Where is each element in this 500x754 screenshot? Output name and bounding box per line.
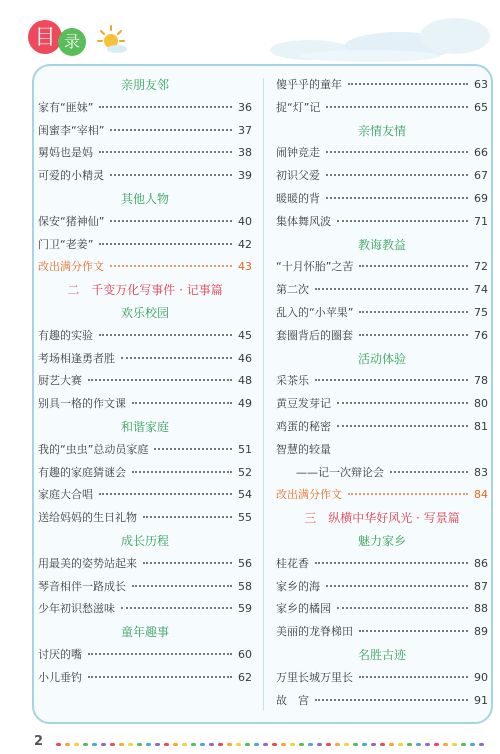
footer-dot (65, 743, 70, 746)
toc-entry-title: 鸡蛋的秘密 (276, 419, 331, 433)
part-heading: 二 千变万化写事件 · 记事篇 (67, 283, 223, 298)
toc-entry-title: 黄豆发芽记 (276, 397, 331, 411)
toc-entry[interactable] (276, 416, 488, 439)
dot-leader (337, 220, 468, 222)
footer-dot (380, 743, 385, 746)
toc-entry[interactable] (38, 576, 252, 599)
dot-leader (326, 174, 468, 176)
toc-entry-page: 52 (238, 465, 252, 479)
toc-entry-page: 39 (238, 169, 252, 183)
footer-dot (389, 743, 394, 746)
section-heading: 童年趣事 (120, 625, 169, 640)
column-divider (263, 78, 264, 710)
footer-dot (344, 743, 349, 746)
footer-dot (326, 743, 331, 746)
section-heading: 欢乐校园 (120, 305, 169, 320)
dot-leader (337, 607, 468, 609)
section-heading: 其他人物 (120, 191, 169, 206)
dot-leader (326, 585, 468, 587)
part-heading: 三 纵横中华好风光 · 写景篇 (304, 511, 460, 526)
toc-entry-title: 有趣的实验 (38, 328, 93, 342)
footer-dot (245, 743, 250, 746)
footer-dot (182, 743, 187, 746)
section-heading: 亲朋友邻 (120, 78, 169, 92)
dot-leader (132, 471, 232, 473)
toc-entry-title: 万里长城万里长 (276, 670, 353, 684)
toc-entry[interactable] (38, 507, 252, 530)
toc-entry-title: 小儿垂钓 (38, 670, 82, 684)
footer-dot (398, 743, 403, 746)
toc-entry-title: 乱入的“小苹果” (276, 305, 354, 319)
dot-leader (121, 357, 232, 359)
toc-entry[interactable] (38, 393, 252, 416)
dot-leader (359, 265, 468, 267)
toc-entry-page: 89 (474, 625, 488, 639)
toc-entry[interactable] (38, 165, 252, 188)
dot-leader (110, 129, 232, 131)
toc-entry[interactable] (276, 188, 488, 211)
footer-dot (443, 743, 448, 746)
toc-entry-title: 讨厌的嘴 (38, 647, 82, 661)
footer-dot (308, 743, 313, 746)
toc-entry-title: 初识父爱 (276, 169, 320, 183)
footer-dot (263, 743, 268, 746)
toc-entry-page: 63 (474, 78, 488, 91)
toc-entry-title: 家乡的橘园 (276, 602, 331, 616)
toc-entry[interactable] (276, 690, 488, 713)
toc-entry-page: 88 (474, 602, 488, 616)
toc-entry[interactable] (276, 370, 488, 393)
toc-entry-title: 我的“虫虫”总动员家庭 (38, 442, 149, 456)
toc-entry-page: 51 (238, 442, 252, 456)
toc-entry-title: 琴音相伴一路成长 (38, 579, 126, 593)
toc-right-column (276, 74, 488, 712)
toc-entry[interactable] (276, 302, 488, 325)
footer-dot (164, 743, 169, 746)
dot-leader (337, 425, 468, 427)
toc-entry[interactable] (38, 598, 252, 621)
toc-entry-title: 暖暖的背 (276, 191, 320, 205)
toc-entry-page: 78 (474, 374, 488, 388)
toc-entry-page: 62 (238, 670, 252, 684)
toc-entry-page: 42 (238, 237, 252, 251)
section-heading: 名胜古迹 (357, 647, 406, 662)
toc-entry-page: 84 (474, 488, 488, 502)
footer-dot (227, 743, 232, 746)
dot-leader (132, 402, 232, 404)
dot-leader (143, 516, 232, 518)
toc-entry[interactable] (276, 484, 488, 507)
toc-entry-page: 75 (474, 305, 488, 319)
footer-dot (119, 743, 124, 746)
footer-dot (425, 743, 430, 746)
footer-dot (146, 743, 151, 746)
page-number: 2 (34, 734, 44, 749)
footer-dot (209, 743, 214, 746)
toc-entry[interactable] (276, 74, 488, 97)
toc-entry[interactable] (38, 553, 252, 576)
toc-entry-title: 保安“猪神仙” (38, 214, 105, 228)
toc-entry-page: 59 (238, 602, 252, 616)
toc-entry-title: 采茶乐 (276, 374, 309, 388)
toc-entry-title: 智慧的较量 (276, 442, 331, 456)
toc-entry[interactable] (38, 667, 252, 690)
dot-leader (99, 243, 232, 245)
footer-dot (362, 743, 367, 746)
dot-leader (88, 676, 232, 678)
dot-leader (359, 676, 468, 678)
clouds-decoration-icon (250, 6, 490, 62)
dot-leader (99, 106, 232, 108)
toc-entry-page: 58 (238, 579, 252, 593)
toc-entry-page: 91 (474, 693, 488, 707)
toc-entry-page: 72 (474, 260, 488, 274)
toc-entry[interactable] (276, 553, 488, 576)
toc-entry-title: 家乡的海 (276, 579, 320, 593)
dot-leader (359, 311, 468, 313)
section-heading: 魅力家乡 (357, 533, 406, 548)
toc-entry-title: 第二次 (276, 283, 309, 297)
section-heading: 和谐家庭 (120, 419, 169, 434)
dot-leader (99, 334, 232, 336)
toc-entry-page: 69 (474, 191, 488, 205)
footer-dot (317, 743, 322, 746)
toc-entry[interactable] (276, 462, 488, 485)
section-heading: 教诲教益 (357, 237, 406, 252)
toc-entry-title: 傻乎乎的童年 (276, 78, 342, 91)
toc-entry-page: 56 (238, 556, 252, 570)
sun-icon (94, 24, 128, 54)
dot-leader (315, 562, 468, 564)
footer-dot (353, 743, 358, 746)
footer-dot (191, 743, 196, 746)
toc-entry[interactable] (276, 598, 488, 621)
toc-entry-title: 美丽的龙脊梯田 (276, 625, 353, 639)
footer-dot (218, 743, 223, 746)
toc-entry-page: 76 (474, 328, 488, 342)
toc-entry-title: 改出满分作文 (276, 488, 342, 502)
toc-entry-title: 考场相逢勇者胜 (38, 351, 115, 365)
footer-dot (452, 743, 457, 746)
footer-dot (470, 743, 475, 746)
toc-entry-page: 83 (474, 465, 488, 479)
footer-dot (461, 743, 466, 746)
toc-entry[interactable] (38, 211, 252, 234)
toc-entry-title: ——记一次辩论会 (296, 465, 384, 479)
toc-entry[interactable] (38, 120, 252, 143)
toc-entry-title: 套圈背后的圈套 (276, 328, 353, 342)
toc-entry-page: 67 (474, 169, 488, 183)
footer-dot (290, 743, 295, 746)
dot-leader (99, 151, 232, 153)
footer-dot (56, 743, 61, 746)
toc-entry-page: 60 (238, 647, 252, 661)
toc-entry-title: 闹钟竞走 (276, 146, 320, 160)
toc-entry-title: 门卫“老姜” (38, 237, 94, 251)
toc-entry[interactable] (276, 621, 488, 644)
footer-dot (92, 743, 97, 746)
toc-entry-page: 55 (238, 511, 252, 525)
toc-entry[interactable] (276, 165, 488, 188)
toc-entry-page: 37 (238, 123, 252, 137)
toc-entry-title: 改出满分作文 (38, 260, 104, 274)
title-char-mu: 目 (28, 20, 62, 54)
toc-entry-page: 90 (474, 670, 488, 684)
footer-dot-divider (56, 743, 496, 747)
toc-entry[interactable] (38, 484, 252, 507)
toc-entry[interactable] (276, 211, 488, 234)
toc-entry[interactable] (276, 667, 488, 690)
toc-entry-page: 40 (238, 214, 252, 228)
toc-entry[interactable] (38, 142, 252, 165)
section-heading: 成长历程 (120, 533, 169, 548)
footer-dot (371, 743, 376, 746)
dot-leader (326, 151, 468, 153)
toc-entry-page: 66 (474, 146, 488, 160)
page-header (0, 0, 500, 66)
toc-entry-title: 送给妈妈的生日礼物 (38, 511, 137, 525)
dot-leader (110, 220, 232, 222)
toc-left-column (38, 74, 252, 690)
toc-entry-page: 54 (238, 488, 252, 502)
footer-dot (434, 743, 439, 746)
toc-entry-title: 可爱的小精灵 (38, 169, 104, 183)
footer-dot (200, 743, 205, 746)
toc-entry[interactable] (276, 97, 488, 120)
footer-dot (110, 743, 115, 746)
footer-dot (272, 743, 277, 746)
dot-leader (315, 699, 468, 701)
title-char-lu: 录 (58, 28, 86, 56)
toc-entry[interactable] (38, 348, 252, 371)
toc-entry-title: 家有“匪妹” (38, 100, 94, 114)
toc-entry-title: 少年初识愁滋味 (38, 602, 115, 616)
toc-entry[interactable] (38, 439, 252, 462)
toc-entry-page: 36 (238, 100, 252, 114)
dot-leader (154, 448, 232, 450)
toc-entry[interactable] (276, 279, 488, 302)
dot-leader (326, 197, 468, 199)
toc-entry-page: 48 (238, 374, 252, 388)
toc-entry-page: 38 (238, 146, 252, 160)
toc-entry[interactable] (276, 576, 488, 599)
toc-entry-title: 故 宫 (276, 693, 309, 707)
dot-leader (88, 379, 232, 381)
toc-entry-page: 65 (474, 100, 488, 114)
toc-entry-page: 80 (474, 397, 488, 411)
toc-entry[interactable] (38, 234, 252, 257)
footer-dot (479, 743, 484, 746)
toc-entry-title: 用最美的姿势站起来 (38, 556, 137, 570)
toc-entry[interactable] (38, 325, 252, 348)
footer-dot (299, 743, 304, 746)
dot-leader (348, 493, 468, 495)
footer-dot (335, 743, 340, 746)
dot-leader (348, 83, 468, 85)
toc-entry-title: 集体舞风波 (276, 214, 331, 228)
toc-entry-page: 45 (238, 328, 252, 342)
dot-leader (315, 379, 468, 381)
dot-leader (143, 562, 232, 564)
toc-entry-title: 捉“灯”记 (276, 100, 321, 114)
footer-dot (101, 743, 106, 746)
footer-dot (137, 743, 142, 746)
footer-dot (407, 743, 412, 746)
footer-dot (155, 743, 160, 746)
dot-leader (359, 630, 468, 632)
dot-leader (337, 402, 468, 404)
toc-entry-page: 81 (474, 419, 488, 433)
section-heading: 亲情友情 (357, 123, 406, 138)
footer-dot (236, 743, 241, 746)
dot-leader (121, 607, 232, 609)
footer-dot (74, 743, 79, 746)
dot-leader (390, 471, 468, 473)
dot-leader (110, 265, 232, 267)
toc-entry[interactable] (38, 97, 252, 120)
toc-entry[interactable] (276, 256, 488, 279)
footer-dot (254, 743, 259, 746)
toc-entry-page: 71 (474, 214, 488, 228)
toc-entry[interactable] (38, 644, 252, 667)
toc-entry-title: “十月怀胎”之苦 (276, 260, 354, 274)
dot-leader (110, 174, 232, 176)
toc-entry[interactable] (38, 462, 252, 485)
footer-dot (416, 743, 421, 746)
toc-entry-page: 87 (474, 579, 488, 593)
dot-leader (88, 653, 232, 655)
toc-entry-title: 舅妈也是妈 (38, 146, 93, 160)
dot-leader (359, 334, 468, 336)
toc-entry-title: 家庭大合唱 (38, 488, 93, 502)
dot-leader (326, 106, 468, 108)
footer-dot (281, 743, 286, 746)
toc-entry-page: 49 (238, 397, 252, 411)
footer-dot (173, 743, 178, 746)
toc-entry-title: 有趣的家庭猜谜会 (38, 465, 126, 479)
dot-leader (132, 585, 232, 587)
footer-dot (83, 743, 88, 746)
toc-entry-page: 74 (474, 283, 488, 297)
dot-leader (99, 493, 232, 495)
dot-leader (315, 288, 468, 290)
toc-entry[interactable] (276, 393, 488, 416)
toc-entry[interactable] (276, 325, 488, 348)
toc-entry[interactable] (38, 256, 252, 279)
section-heading: 活动体验 (357, 351, 406, 366)
toc-entry[interactable] (38, 370, 252, 393)
toc-entry-page: 46 (238, 351, 252, 365)
toc-entry[interactable] (276, 142, 488, 165)
toc-entry-title: 闺蜜李“宰相” (38, 123, 105, 137)
toc-entry-title: 别具一格的作文课 (38, 397, 126, 411)
footer-dot (128, 743, 133, 746)
toc-entry-page: 86 (474, 556, 488, 570)
toc-entry-title: 厨艺大赛 (38, 374, 82, 388)
toc-entry-title: 桂花香 (276, 556, 309, 570)
toc-entry-page: 43 (238, 260, 252, 274)
